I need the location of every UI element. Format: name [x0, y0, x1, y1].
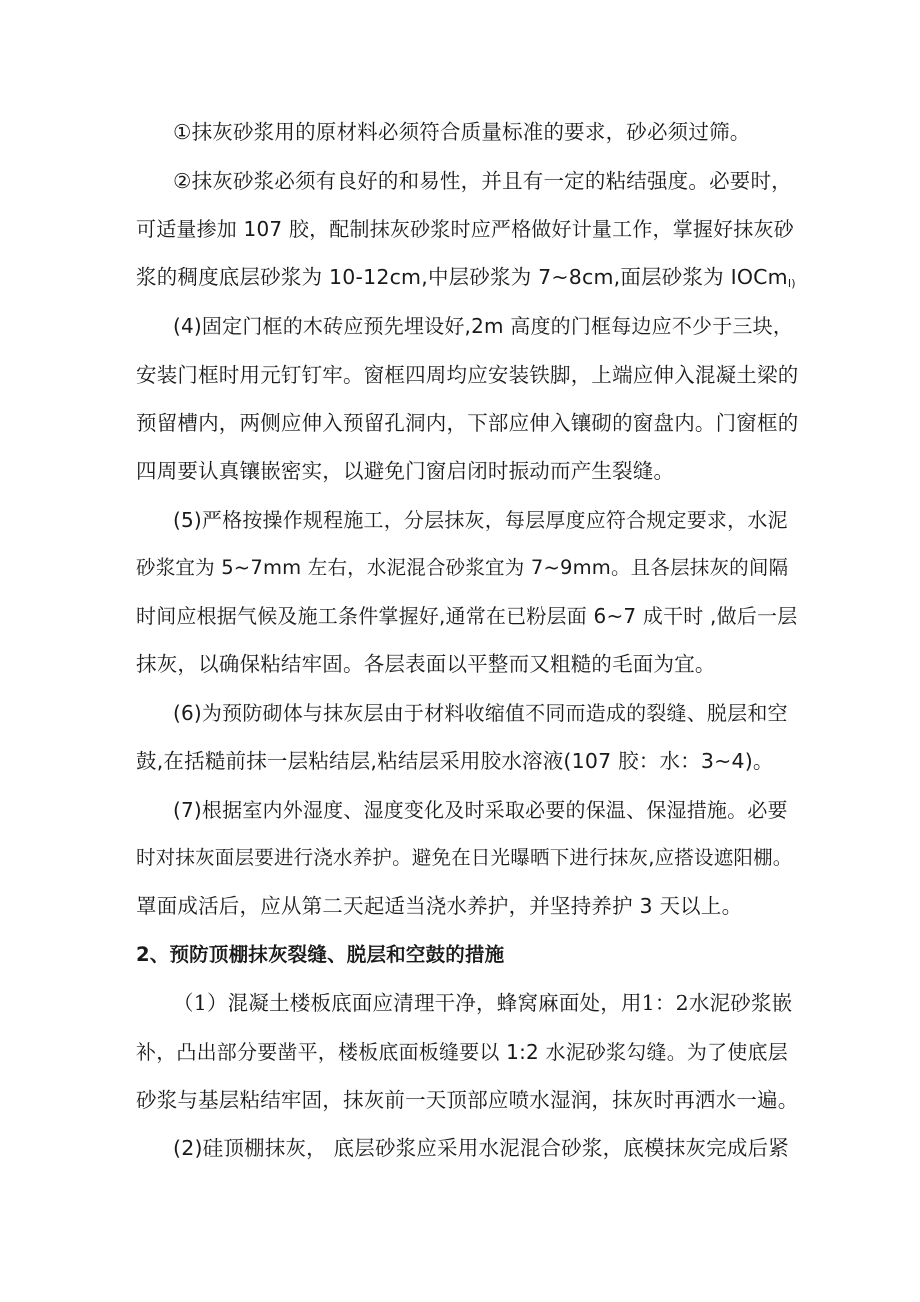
- text-line: (2)硅顶棚抹灰， 底层砂浆应采用水泥混合砂浆，底模抹灰完成后紧: [173, 1136, 789, 1160]
- text-line: (4)固定门框的木砖应预先埋设好,2m 高度的门框每边应不少于三块，: [173, 314, 794, 338]
- text-line: 预留槽内，两侧应伸入预留孔洞内，下部应伸入镶砌的窗盘内。门窗框的: [136, 411, 799, 435]
- text-line: (5)严格按操作规程施工，分层抹灰，每层厚度应符合规定要求，水泥: [173, 508, 788, 532]
- item-number: （1）: [173, 991, 228, 1015]
- section-heading: 2、预防顶棚抹灰裂缝、脱层和空鼓的措施: [136, 943, 505, 966]
- text-segment: 混凝土楼板底面应清理干净，蜂窝麻面处，用: [227, 991, 642, 1015]
- text-segment: 浆的稠度底层砂浆为 10-12cm,中层砂浆为 7~8cm,面层砂浆为 IOCm: [136, 265, 788, 289]
- text-line: [136, 262, 796, 299]
- text-line: 砂浆宜为 5~7mm 左右，水泥混合砂浆宜为 7~9mm。且各层抹灰的间隔: [136, 556, 789, 579]
- text-line: ②抹灰砂浆必须有良好的和易性，并且有一定的粘结强度。必要时，: [173, 169, 792, 193]
- text-line: [173, 988, 792, 1018]
- text-line: (6)为预防砌体与抹灰层由于材料收缩值不同而造成的裂缝、脱层和空: [173, 701, 788, 725]
- text-line: 安装门框时用元钉钉牢。窗框四周均应安装铁脚，上端应伸入混凝土梁的: [136, 363, 799, 387]
- text-line: 时对抹灰面层要进行浇水养护。避免在日光曝晒下进行抹灰,应搭设遮阳棚。: [136, 846, 793, 869]
- text-line: 时间应根据气候及施工条件掌握好,通常在已粉层面 6~7 成干时 ,做后一层: [136, 604, 798, 628]
- text-line: 补，凸出部分要凿平，楼板底面板缝要以 1:2 水泥砂浆勾缝。为了使底层: [136, 1040, 788, 1064]
- text-line: 抹灰，以确保粘结牢固。各层表面以平整而又粗糙的毛面为宜。: [136, 652, 716, 676]
- text-line: (7)根据室内外湿度、湿度变化及时采取必要的保温、保湿措施。必要: [173, 798, 788, 822]
- subscript-mark: I): [787, 277, 796, 290]
- text-line: 砂浆与基层粘结牢固，抹灰前一天顶部应喷水湿润，抹灰时再洒水一遍。: [136, 1088, 799, 1112]
- text-segment: 水泥砂浆嵌: [688, 991, 793, 1015]
- text-line: ①抹灰砂浆用的原材料必须符合质量标准的要求，砂必须过筛。: [173, 120, 751, 144]
- text-line: 鼓,在括糙前抹一层粘结层,粘结层采用胶水溶液(107 胶：水：3~4)。: [136, 749, 774, 773]
- text-line: 罩面成活后，应从第二天起适当浇水养护，并坚持养护 3 天以上。: [136, 894, 743, 918]
- text-line: 四周要认真镶嵌密实，以避免门窗启闭时振动而产生裂缝。: [136, 459, 675, 483]
- ratio-text: 1：2: [641, 991, 689, 1015]
- text-line: 可适量掺加 107 胶，配制抹灰砂浆时应严格做好计量工作，掌握好抹灰砂: [136, 217, 794, 241]
